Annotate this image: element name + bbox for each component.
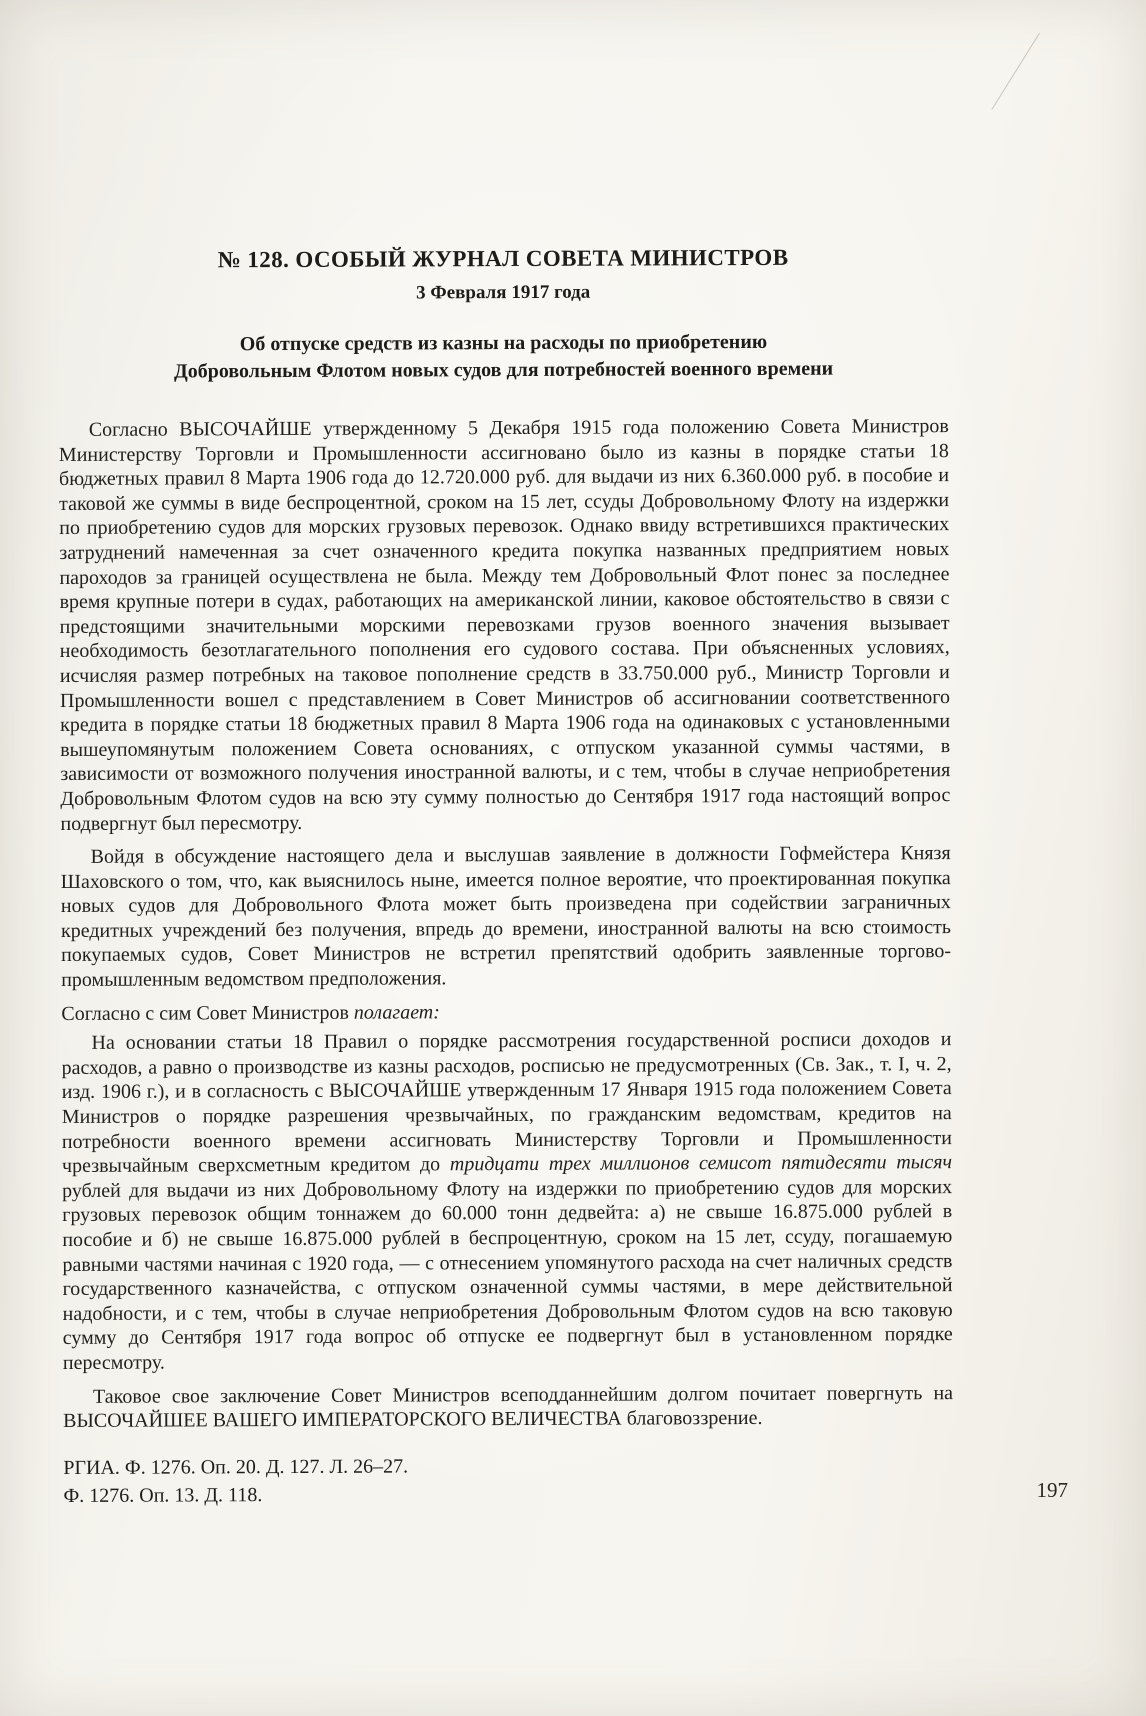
- subject-line-1: Об отпуске средств из казны на расходы по приобретению: [239, 330, 768, 356]
- archive-reference-line-2: Ф. 1276. Оп. 13. Д. 118.: [63, 1483, 263, 1507]
- document-date: 3 Февраля 1917 года: [416, 281, 591, 304]
- document-subject: [58, 328, 948, 386]
- scan-corner-artifact: [881, 0, 1040, 110]
- paragraph-4: [61, 1027, 952, 1375]
- archive-reference: [63, 1450, 953, 1510]
- paragraph-4-segment-2: рублей для выдачи из них Добровольному Флоту на издержки по приобретению судов для морских грузовых перевозок общим тоннажем до 60.000 тонн дедвейта: а) не свыше 16.875.000 рублей в пособие и б) не свыше 16.875.000 рублей в беспроцентную, сроком на 15 лет, ссуду, погашаемую равными частями начиная с 1920 года, — с отнесением упомянутого расхода на счет наличных средств государственного казначейства, с отпуском означенной суммы частями, в мере действительной надобности, и с тем, чтобы в случае неприобретения Добровольным Флотом судов на всю таковую сумму до Сентября 1917 года вопрос об отпуске ее подвергнут был в установленном порядке пересмотру.: [62, 1175, 953, 1374]
- subject-line-2: Добровольным Флотом новых судов для потребностей военного времени: [173, 357, 834, 383]
- paragraph-3-lead: Согласно с сим Совет Министров: [61, 1001, 354, 1025]
- paragraph-4-italic: тридцати трех миллионов семисот пятидесяти тысяч: [449, 1151, 953, 1176]
- paragraph-1: Согласно ВЫСОЧАЙШЕ утвержденному 5 Декабря 1915 года положению Совета Министров Министерству Торговли и Промышленности ассигновано было из казны в порядке статьи 18 бюджетных правил 8 Марта 1906 года до 12.720.000 руб. для выдачи из них 6.360.000 руб. в пособие и таковой же суммы в виде беспроцентной, сроком на 15 лет, ссуды Добровольному Флоту на издержки по приобретению судов для морских грузовых перевозок. Однако ввиду встретившихся практических затруднений намеченная за счет означенного кредита покупка названных предприятием новых пароходов за границей осуществлена не была. Между тем Добровольный Флот понес за последнее время крупные потери в судах, работающих на американской линии, каковое обстоятельство в связи с предстоящими значительными морскими перевозками грузов военного значения вызывает необходимость безотлагательного пополнения его судового состава. При объясненных условиях, исчисляя размер потребных на таковое пополнение средств в 33.750.000 руб., Министр Торговли и Промышленности вошел с представлением в Совет Министров об ассигновании соответственного кредита в порядке статьи 18 бюджетных правил 8 Марта 1906 года на одинаковых с установленными вышеупомянутым положением Совета основаниях, с отпуском указанной суммы частями, в зависимости от возможного получения иностранной валюты, и с тем, чтобы в случае неприобретения Добровольным Флотом судов на всю эту сумму полностью до Сентября 1917 года настоящий вопрос подвергнут был пересмотру.: [58, 415, 951, 835]
- archive-reference-line-1: РГИА. Ф. 1276. Оп. 20. Д. 127. Л. 26–27.: [63, 1455, 409, 1479]
- paragraph-3-italic: полагает:: [353, 1000, 440, 1024]
- document-content: [58, 244, 953, 1510]
- paragraph-5: Таковое свое заключение Совет Министров всеподданнейшим долгом почитает повергнуть на ВЫСОЧАЙШЕЕ ВАШЕГО ИМПЕРАТОРСКОГО ВЕЛИЧЕСТВА благовоззрение.: [63, 1381, 954, 1433]
- paragraph-2: Войдя в обсуждение настоящего дела и выслушав заявление в должности Гофмейстера Князя Шаховского о том, что, как выяснилось ныне, имеется полное вероятие, что проектированная покупка новых судов для Добровольного Флота может быть произведена при содействии заграничных кредитных учреждений без получения, впредь до времени, иностранной валюты на всю стоимость покупаемых судов, Совет Министров не встретил препятствий одобрить заявленные торгово-промышленным ведомством предположения.: [60, 842, 952, 992]
- paragraph-4-segment-1: На основании статьи 18 Правил о порядке рассмотрения государственной росписи доходов и расходов, а равно о производстве из казны расходов, росписью не предусмотренных (Св. Зак., т. I, ч. 2, изд. 1906 г.), и в согласность с ВЫСОЧАЙШЕ утвержденным 17 Января 1915 года положением Совета Министров о порядке разрешения чрезвычайных, по гражданским ведомствам, кредитов на потребности военного времени ассигновать Министерству Торговли и Промышленности чрезвычайным сверхсметным кредитом до: [61, 1028, 952, 1178]
- paragraph-3: [61, 998, 951, 1026]
- document-title: № 128. ОСОБЫЙ ЖУРНАЛ СОВЕТА МИНИСТРОВ: [217, 244, 789, 273]
- page-number: 197: [1036, 1478, 1068, 1502]
